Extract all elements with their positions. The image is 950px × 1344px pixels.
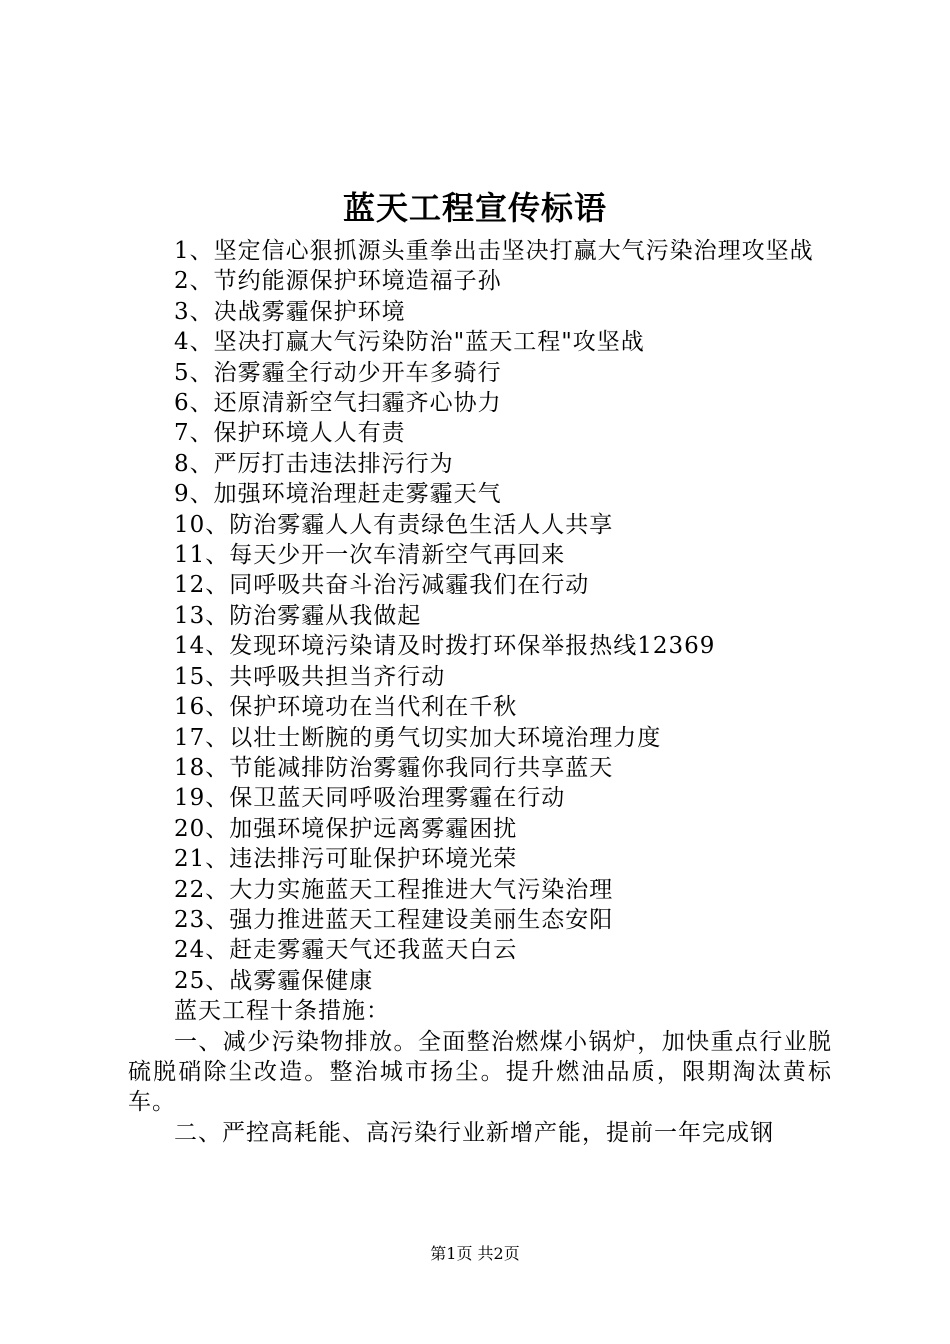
slogan-21: 21、违法排污可耻保护环境光荣 xyxy=(174,846,518,873)
slogan-25: 25、战雾霾保健康 xyxy=(174,967,374,994)
slogan-6: 6、还原清新空气扫霾齐心协力 xyxy=(174,390,502,417)
slogan-11: 11、每天少开一次车清新空气再回来 xyxy=(174,542,566,569)
measure-1: 一、减少污染物排放。全面整治燃煤小锅炉，加快重点行业脱硫脱硝除尘改造。整治城市扬尘。提升燃油品质，限期淘汰黄标车。 xyxy=(128,1028,832,1116)
slogan-8: 8、严厉打击违法排污行为 xyxy=(174,450,454,477)
slogan-14: 14、发现环境污染请及时拨打环保举报热线12369 xyxy=(174,633,716,660)
slogan-16: 16、保护环境功在当代利在千秋 xyxy=(174,694,518,721)
slogan-9: 9、加强环境治理赶走雾霾天气 xyxy=(174,481,502,508)
slogan-18: 18、节能减排防治雾霾你我同行共享蓝天 xyxy=(174,754,614,781)
slogan-17: 17、以壮士断腕的勇气切实加大环境治理力度 xyxy=(174,724,662,751)
slogan-20: 20、加强环境保护远离雾霾困扰 xyxy=(174,815,518,842)
slogan-1: 1、坚定信心狠抓源头重拳出击坚决打赢大气污染治理攻坚战 xyxy=(174,238,814,264)
slogan-7: 7、保护环境人人有责 xyxy=(174,420,406,447)
slogan-4: 4、坚决打赢大气污染防治"蓝天工程"攻坚战 xyxy=(174,329,645,356)
slogan-12: 12、同呼吸共奋斗治污减霾我们在行动 xyxy=(174,572,590,599)
slogan-5: 5、治雾霾全行动少开车多骑行 xyxy=(174,359,502,386)
slogan-22: 22、大力实施蓝天工程推进大气污染治理 xyxy=(174,876,614,903)
slogan-19: 19、保卫蓝天同呼吸治理雾霾在行动 xyxy=(174,785,566,812)
document-title: 蓝天工程宣传标语 xyxy=(342,189,607,227)
slogan-2: 2、节约能源保护环境造福子孙 xyxy=(174,268,502,295)
slogan-3: 3、决战雾霾保护环境 xyxy=(174,298,406,325)
slogan-13: 13、防治雾霾从我做起 xyxy=(174,602,422,629)
slogan-23: 23、强力推进蓝天工程建设美丽生态安阳 xyxy=(174,906,614,933)
slogan-10: 10、防治雾霾人人有责绿色生活人人共享 xyxy=(174,511,614,538)
slogan-15: 15、共呼吸共担当齐行动 xyxy=(174,663,446,690)
slogan-24: 24、赶走雾霾天气还我蓝天白云 xyxy=(174,937,518,964)
measure-2: 二、严控高耗能、高污染行业新增产能，提前一年完成钢 xyxy=(174,1119,774,1146)
document-body xyxy=(128,236,832,1148)
measures-heading: 蓝天工程十条措施： xyxy=(174,998,390,1025)
page-footer: 第1页 共2页 xyxy=(430,1244,520,1263)
